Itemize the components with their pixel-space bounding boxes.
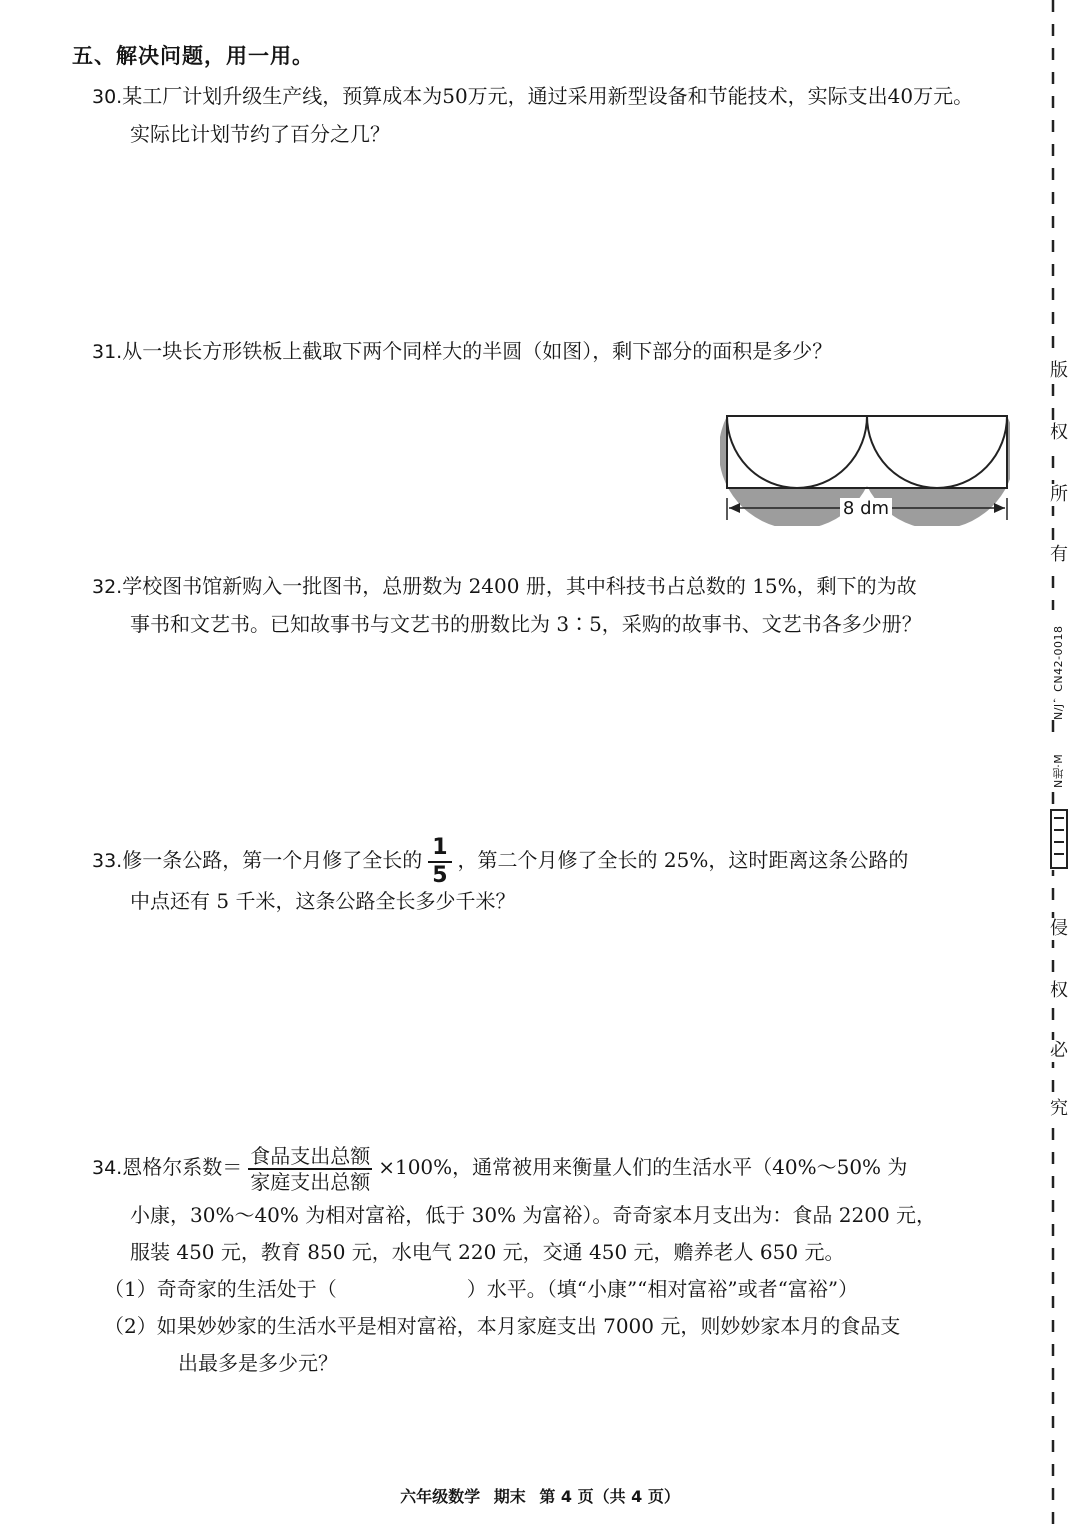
binding-char: 权 [1046,980,1072,1002]
page-footer [0,1484,1080,1507]
fraction-one-fifth [428,835,451,889]
question-33 [92,832,1022,920]
engel-formula-fraction [248,1144,372,1194]
semicircle-left [727,416,867,488]
question-30 [92,78,1022,153]
formula-lead: 恩格尔系数＝ [122,1155,243,1179]
sub-question-1-text-b: ）水平。（填“小康”“相对富裕”或者“富裕”） [466,1277,859,1301]
question-32-line-2: 事书和文艺书。已知故事书与文艺书的册数比为 3∶5，采购的故事书、文艺书各多少册？ [130,612,922,636]
formula-denominator: 家庭支出总额 [250,1169,371,1194]
question-30-line-1 [92,78,1022,116]
binding-char: 有 [1046,544,1072,566]
binding-char: 侵 [1046,918,1072,940]
fraction-denominator: 5 [432,862,448,888]
question-31-text: 从一块长方形铁板上截取下两个同样大的半圆（如图），剩下部分的面积是多少？ [122,339,833,363]
question-number: 34. [92,1157,123,1179]
formula-numerator: 食品支出总额 [250,1143,371,1168]
binding-stamp-mark [1048,808,1070,870]
sub-question-2 [92,1308,1022,1345]
sub-question-1-text-a: 奇奇家的生活处于（ [156,1277,337,1301]
formula-tail: ×100%，通常被用来衡量人们的生活水平（40%～50% 为 [378,1155,908,1179]
footer-subject: 六年级数学 [400,1487,481,1506]
question-30-text: 某工厂计划升级生产线，预算成本为50万元，通过采用新型设备和节能技术，实际支出40万元。 [122,84,974,108]
binding-char: 权 [1046,422,1072,444]
question-30-line-2: 实际比计划节约了百分之几？ [130,122,390,146]
question-number: 33. [92,850,123,872]
question-number: 31. [92,341,123,363]
arrow-left [729,503,740,513]
question-34-line-2: 小康，30%～40% 为相对富裕，低于 30% 为富裕）。奇奇家本月支出为：食品 2200 元， [130,1203,937,1227]
footer-term: 期末 [493,1487,526,1506]
publication-code: N/J，CN42-0018 [1048,610,1070,720]
question-33-text-b: ，第二个月修了全长的 25%，这时距离这条公路的 [457,848,909,872]
section-title: 五、解决问题，用一用。 [72,44,314,68]
question-32-text: 学校图书馆新购入一批图书，总册数为 2400 册，其中科技书占总数的 15%，剩下的为故 [122,574,917,598]
footer-page-number: 第 4 页（共 4 页） [539,1487,680,1506]
question-number: 30. [92,86,123,108]
question-34 [92,1138,1022,1382]
question-31 [92,333,1022,371]
question-33-text-a: 修一条公路，第一个月修了全长的 [122,848,423,872]
fraction-numerator: 1 [428,835,451,863]
sub-question-1-label: （1） [104,1277,157,1301]
publication-code-2: N地·M [1048,740,1070,788]
question-34-line-3: 服装 450 元，教育 850 元，水电气 220 元，交通 450 元，赡养老人 650 元。 [130,1240,845,1264]
question-number: 32. [92,576,123,598]
binding-char: 版 [1046,360,1072,382]
sub-question-1 [92,1271,1022,1308]
sub-question-2-line-2: 出最多是多少元？ [178,1351,338,1375]
arrow-right [994,503,1005,513]
binding-stamp [1048,808,1070,870]
question-33-line-2: 中点还有 5 千米，这条公路全长多少千米？ [130,889,516,913]
sub-question-2-label: （2） [104,1314,157,1338]
dimension-label: 8 dm [840,498,892,519]
semicircle-right [867,416,1007,488]
binding-char: 所 [1046,484,1072,506]
sub-question-2-text: 如果妙妙家的生活水平是相对富裕，本月家庭支出 7000 元，则妙妙家本月的食品支 [156,1314,901,1338]
binding-char: 必 [1046,1040,1072,1062]
semicircle-figure [720,408,1010,526]
question-32 [92,568,1022,643]
binding-char: 究 [1046,1098,1072,1120]
binding-margin [1040,0,1076,1527]
